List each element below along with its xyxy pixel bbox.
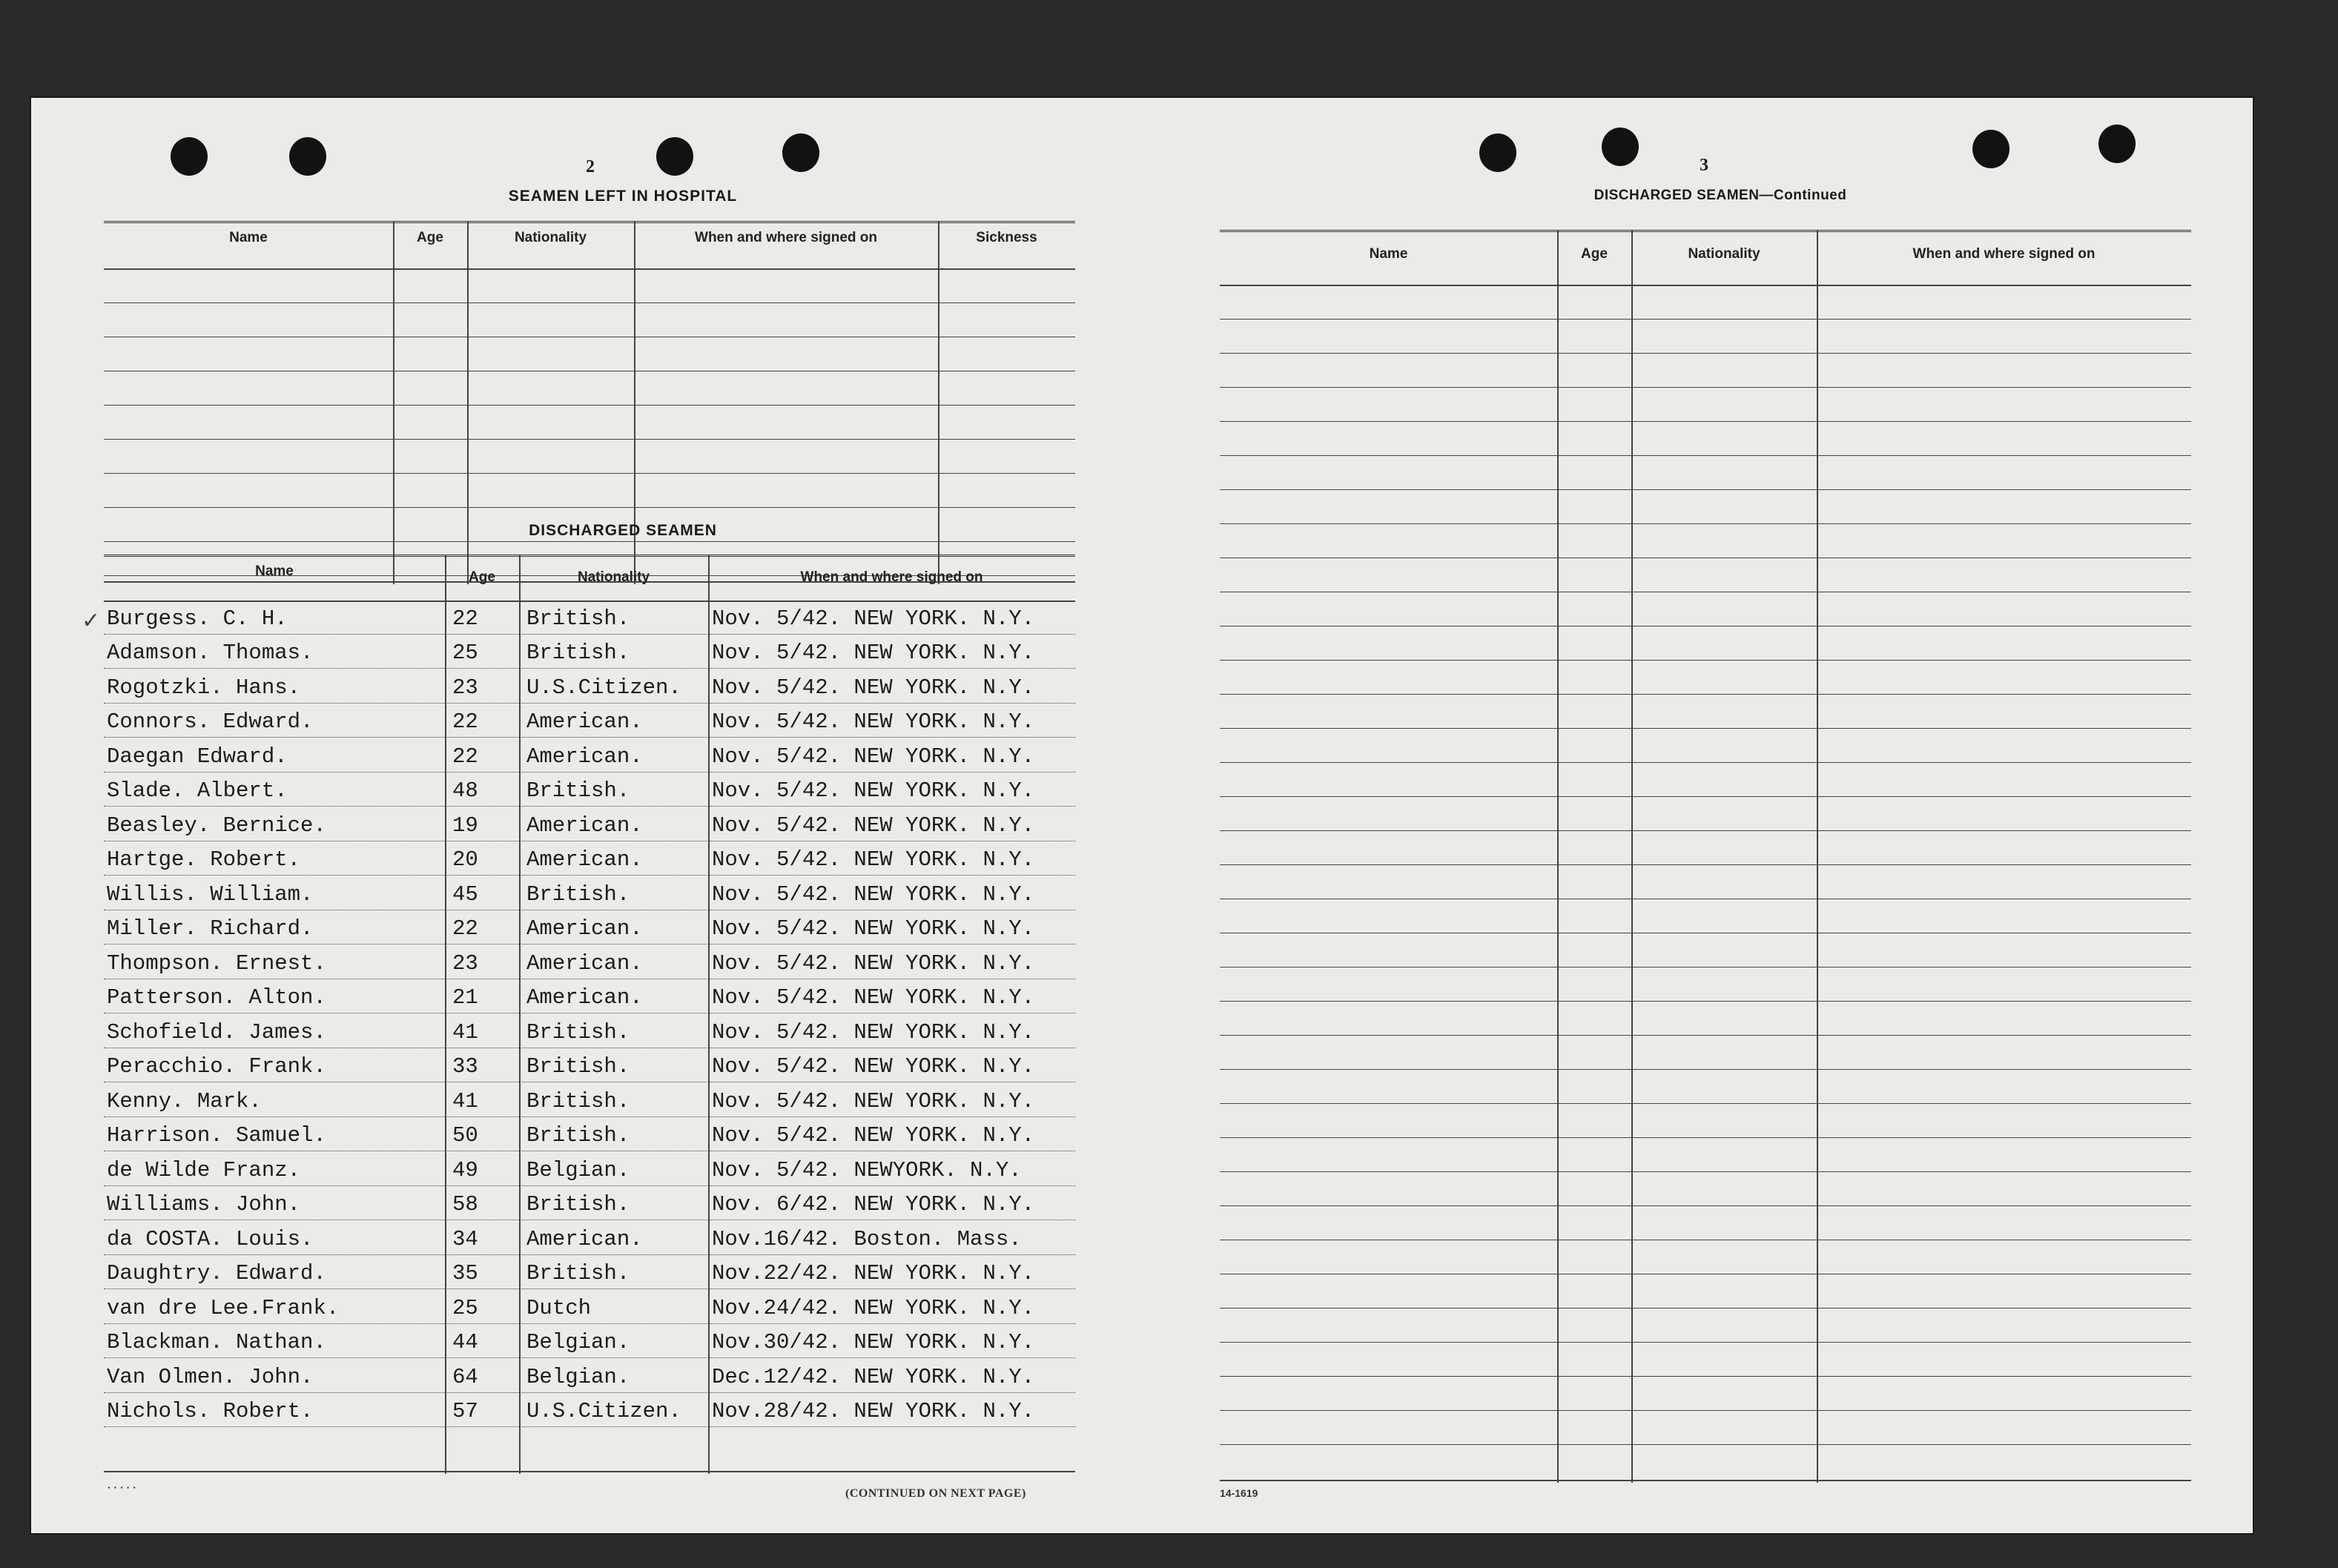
seaman-signed-on: Nov. 5/42. NEW YORK. N.Y. — [712, 1088, 1035, 1114]
seaman-age: 49 — [452, 1157, 478, 1182]
rule-line — [104, 1426, 1075, 1427]
rule-line — [1220, 1103, 2191, 1104]
rule-line — [104, 703, 1075, 704]
seaman-signed-on: Dec.12/42. NEW YORK. N.Y. — [712, 1364, 1035, 1389]
table-row — [104, 669, 1075, 704]
rule-line — [1220, 1376, 2191, 1377]
seaman-name: Adamson. Thomas. — [107, 641, 314, 665]
table-row — [104, 601, 1075, 635]
table-row — [104, 1118, 1075, 1153]
seaman-nationality: British. — [526, 1054, 630, 1079]
col-header-signed-on: When and where signed on — [1912, 246, 2096, 262]
punch-hole — [656, 137, 693, 176]
rule-line — [104, 668, 1075, 669]
rule-line — [1220, 1001, 2191, 1002]
discharged-title: DISCHARGED SEAMEN — [529, 522, 717, 539]
rule-line — [1220, 523, 2191, 524]
punch-hole — [1602, 128, 1639, 166]
col-header-nationality: Nationality — [577, 569, 650, 585]
seaman-name: Thompson. Ernest. — [107, 950, 326, 976]
table-row — [104, 1394, 1075, 1429]
seaman-name: Beasley. Bernice. — [107, 813, 326, 838]
rule-line — [1220, 762, 2191, 763]
seaman-name: Williams. John. — [107, 1192, 301, 1217]
column-divider — [1817, 230, 1818, 1483]
rule-line — [1220, 796, 2191, 797]
seaman-name: de Wilde Franz. — [107, 1157, 301, 1182]
seaman-age: 35 — [452, 1261, 478, 1286]
punch-hole — [1479, 133, 1516, 172]
rule-line — [104, 737, 1075, 738]
seaman-name: Rogotzki. Hans. — [107, 675, 301, 700]
seaman-nationality: American. — [526, 744, 643, 769]
seaman-age: 19 — [452, 813, 478, 838]
seaman-age: 44 — [452, 1330, 478, 1354]
table-row — [104, 911, 1075, 946]
seaman-age: 41 — [452, 1019, 478, 1045]
rule-line — [1220, 489, 2191, 490]
seaman-signed-on: Nov.16/42. Boston. Mass. — [712, 1226, 1022, 1251]
seaman-age: 22 — [452, 606, 478, 631]
table-row — [104, 1325, 1075, 1360]
seaman-name: Miller. Richard. — [107, 916, 314, 941]
seaman-age: 58 — [452, 1192, 478, 1217]
seaman-nationality: American. — [526, 709, 643, 734]
seaman-name: da COSTA. Louis. — [107, 1226, 314, 1251]
rule-line — [1220, 421, 2191, 422]
rule-line — [1220, 319, 2191, 320]
seaman-name: Daegan Edward. — [107, 744, 288, 769]
table-row — [104, 1083, 1075, 1118]
seaman-nationality: U.S.Citizen. — [526, 675, 681, 700]
rule-line — [1220, 694, 2191, 695]
seaman-nationality: Dutch — [526, 1295, 592, 1320]
seaman-name: Hartge. Robert. — [107, 847, 301, 872]
seaman-signed-on: Nov. 5/42. NEW YORK. N.Y. — [712, 813, 1035, 838]
seaman-signed-on: Nov. 5/42. NEW YORK. N.Y. — [712, 847, 1035, 872]
seaman-signed-on: Nov. 5/42. NEW YORK. N.Y. — [712, 881, 1035, 907]
seaman-signed-on: Nov.28/42. NEW YORK. N.Y. — [712, 1399, 1035, 1423]
discharged-continued-table — [1220, 230, 2191, 1483]
rule-line — [1220, 455, 2191, 456]
seaman-signed-on: Nov. 5/42. NEW YORK. N.Y. — [712, 916, 1035, 941]
seaman-signed-on: Nov. 5/42. NEW YORK. N.Y. — [712, 1019, 1035, 1045]
seaman-age: 45 — [452, 881, 478, 907]
seaman-name: Kenny. Mark. — [107, 1088, 262, 1114]
rule-line — [1220, 830, 2191, 831]
rule-line — [1220, 864, 2191, 865]
seaman-name: Harrison. Samuel. — [107, 1123, 326, 1148]
seaman-name: Nichols. Robert. — [107, 1399, 314, 1423]
col-header-age: Age — [417, 230, 443, 245]
seaman-signed-on: Nov.22/42. NEW YORK. N.Y. — [712, 1261, 1035, 1286]
table-row — [104, 1152, 1075, 1187]
form-code-right: 14-1619 — [1220, 1487, 1258, 1499]
seaman-nationality: American. — [526, 847, 643, 872]
seaman-signed-on: Nov. 6/42. NEW YORK. N.Y. — [712, 1192, 1035, 1217]
seaman-name: van dre Lee.Frank. — [107, 1295, 340, 1320]
seaman-nationality: British. — [526, 881, 630, 907]
table-row — [104, 945, 1075, 980]
table-row — [104, 980, 1075, 1015]
page-number-left: 2 — [586, 157, 595, 176]
seaman-nationality: British. — [526, 1261, 630, 1286]
col-header-name: Name — [1369, 246, 1408, 262]
rule-line — [104, 268, 1075, 270]
rule-line — [104, 1357, 1075, 1358]
seaman-name: Van Olmen. John. — [107, 1364, 314, 1389]
seaman-signed-on: Nov. 5/42. NEWYORK. N.Y. — [712, 1157, 1022, 1182]
rule-line — [104, 875, 1075, 876]
seaman-nationality: U.S.Citizen. — [526, 1399, 681, 1423]
seaman-age: 64 — [452, 1364, 478, 1389]
seaman-nationality: British. — [526, 606, 630, 631]
seaman-nationality: American. — [526, 985, 643, 1010]
table-row — [104, 1049, 1075, 1084]
seaman-signed-on: Nov. 5/42. NEW YORK. N.Y. — [712, 985, 1035, 1010]
punch-hole — [2098, 125, 2136, 163]
table-row — [104, 1221, 1075, 1256]
column-divider — [445, 555, 446, 1474]
table-row — [104, 1290, 1075, 1325]
col-header-nationality: Nationality — [514, 230, 587, 245]
seaman-name: Peracchio. Frank. — [107, 1054, 326, 1079]
seaman-nationality: British. — [526, 1123, 630, 1148]
rule-line — [1220, 387, 2191, 388]
rule-line — [1220, 660, 2191, 661]
col-header-signed-on: When and where signed on — [800, 569, 983, 585]
rule-line — [1220, 728, 2191, 729]
column-divider — [938, 221, 940, 584]
seaman-name: Slade. Albert. — [107, 778, 288, 803]
seaman-age: 20 — [452, 847, 478, 872]
seaman-nationality: British. — [526, 1019, 630, 1045]
rule-line — [104, 439, 1075, 440]
table-row — [104, 1256, 1075, 1291]
col-header-age: Age — [469, 569, 495, 585]
seaman-signed-on: Nov. 5/42. NEW YORK. N.Y. — [712, 778, 1035, 803]
col-header-nationality: Nationality — [1688, 246, 1760, 262]
table-row — [104, 876, 1075, 911]
document-sheet — [30, 96, 2254, 1535]
form-code-left: · · · · · — [108, 1481, 136, 1493]
seaman-name: Blackman. Nathan. — [107, 1330, 326, 1354]
seaman-signed-on: Nov. 5/42. NEW YORK. N.Y. — [712, 641, 1035, 665]
seaman-age: 25 — [452, 1295, 478, 1320]
seaman-age: 25 — [452, 641, 478, 665]
punch-hole — [782, 133, 819, 172]
seaman-signed-on: Nov. 5/42. NEW YORK. N.Y. — [712, 1054, 1035, 1079]
seaman-age: 21 — [452, 985, 478, 1010]
seaman-nationality: British. — [526, 1192, 630, 1217]
table-row — [104, 807, 1075, 842]
rule-line — [1220, 353, 2191, 354]
rule-line — [104, 1323, 1075, 1324]
rule-line — [104, 541, 1075, 542]
seaman-name: Schofield. James. — [107, 1019, 326, 1045]
punch-hole — [289, 137, 326, 176]
column-divider — [708, 555, 710, 1474]
rule-line — [104, 1471, 1075, 1472]
column-divider — [1557, 230, 1559, 1483]
table-row — [104, 1359, 1075, 1394]
rule-line — [104, 806, 1075, 807]
punch-hole — [1972, 130, 2010, 168]
table-row — [104, 1014, 1075, 1049]
rule-line — [104, 772, 1075, 773]
table-row — [104, 738, 1075, 773]
seaman-signed-on: Nov. 5/42. NEW YORK. N.Y. — [712, 950, 1035, 976]
rule-line — [1220, 1308, 2191, 1309]
table-row — [104, 773, 1075, 808]
seaman-signed-on: Nov.24/42. NEW YORK. N.Y. — [712, 1295, 1035, 1320]
seaman-name: Daughtry. Edward. — [107, 1261, 326, 1286]
seaman-age: 33 — [452, 1054, 478, 1079]
rule-line — [1220, 1035, 2191, 1036]
seaman-nationality: Belgian. — [526, 1330, 630, 1354]
seaman-name: Burgess. C. H. — [107, 606, 288, 631]
page-number-right: 3 — [1700, 156, 1708, 175]
col-header-name: Name — [255, 563, 294, 579]
col-header-age: Age — [1581, 246, 1608, 262]
seaman-nationality: American. — [526, 813, 643, 838]
seaman-age: 22 — [452, 744, 478, 769]
seaman-age: 23 — [452, 950, 478, 976]
rule-line — [1220, 1069, 2191, 1070]
seaman-nationality: British. — [526, 1088, 630, 1114]
rule-line — [104, 302, 1075, 303]
seaman-age: 34 — [452, 1226, 478, 1251]
seaman-nationality: Belgian. — [526, 1364, 630, 1389]
discharged-rows — [104, 555, 1075, 1474]
seaman-signed-on: Nov. 5/42. NEW YORK. N.Y. — [712, 606, 1035, 631]
seaman-age: 48 — [452, 778, 478, 803]
table-row — [104, 704, 1075, 739]
seaman-age: 41 — [452, 1088, 478, 1114]
rule-line — [104, 944, 1075, 945]
seaman-nationality: British. — [526, 778, 630, 803]
rule-line — [104, 1254, 1075, 1255]
seaman-nationality: American. — [526, 1226, 643, 1251]
seaman-age: 57 — [452, 1399, 478, 1423]
seaman-signed-on: Nov. 5/42. NEW YORK. N.Y. — [712, 1123, 1035, 1148]
rule-line — [104, 473, 1075, 474]
discharged-continued-title: DISCHARGED SEAMEN—Continued — [1594, 188, 1847, 203]
table-row — [104, 1187, 1075, 1222]
seaman-age: 22 — [452, 709, 478, 734]
col-header-sickness: Sickness — [976, 230, 1037, 245]
seaman-nationality: American. — [526, 950, 643, 976]
rule-line — [1220, 1410, 2191, 1411]
table-row — [104, 635, 1075, 670]
rule-line — [1220, 1342, 2191, 1343]
seaman-nationality: Belgian. — [526, 1157, 630, 1182]
seaman-age: 23 — [452, 675, 478, 700]
rule-line — [104, 1185, 1075, 1186]
rule-line — [1220, 1171, 2191, 1172]
rule-line — [104, 405, 1075, 406]
rule-line — [104, 507, 1075, 508]
seaman-signed-on: Nov. 5/42. NEW YORK. N.Y. — [712, 709, 1035, 734]
punch-hole — [171, 137, 208, 176]
seaman-name: Patterson. Alton. — [107, 985, 326, 1010]
seaman-name: Connors. Edward. — [107, 709, 314, 734]
column-divider — [519, 555, 521, 1474]
continued-note: (CONTINUED ON NEXT PAGE) — [845, 1487, 1026, 1500]
rule-line — [1220, 1444, 2191, 1445]
seaman-age: 50 — [452, 1123, 478, 1148]
seaman-signed-on: Nov. 5/42. NEW YORK. N.Y. — [712, 675, 1035, 700]
table-row — [104, 842, 1075, 877]
rule-line — [1220, 1137, 2191, 1138]
rule-line — [104, 634, 1075, 635]
rule-line — [1220, 1205, 2191, 1206]
seaman-nationality: British. — [526, 641, 630, 665]
seaman-name: Willis. William. — [107, 881, 314, 907]
rule-line — [104, 601, 1075, 602]
seaman-age: 22 — [452, 916, 478, 941]
col-header-name: Name — [229, 230, 268, 245]
seaman-signed-on: Nov.30/42. NEW YORK. N.Y. — [712, 1330, 1035, 1354]
col-header-signed-on: When and where signed on — [695, 230, 877, 245]
check-mark: ✓ — [82, 608, 101, 634]
discharged-table — [104, 555, 1075, 1474]
seaman-signed-on: Nov. 5/42. NEW YORK. N.Y. — [712, 744, 1035, 769]
rule-line — [104, 1392, 1075, 1393]
rule-line — [1220, 285, 2191, 286]
seaman-nationality: American. — [526, 916, 643, 941]
column-divider — [1631, 230, 1633, 1483]
rule-line — [1220, 1480, 2191, 1481]
hospital-title: SEAMEN LEFT IN HOSPITAL — [508, 188, 738, 205]
